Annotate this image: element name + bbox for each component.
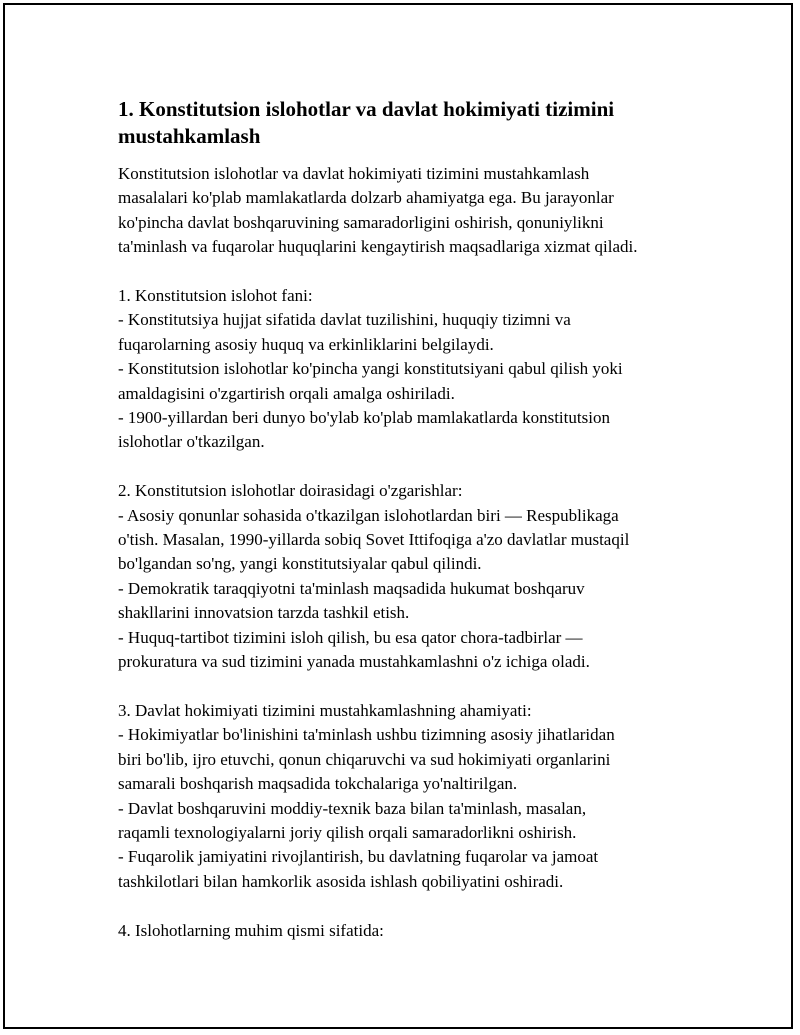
section-1	[118, 284, 698, 455]
list-item: - 1900-yillardan beri dunyo bo'ylab ko'plab mamlakatlarda konstitutsion islohotlar o'tkazilgan.	[118, 408, 610, 452]
list-item: - Fuqarolik jamiyatini rivojlantirish, bu davlatning fuqarolar va jamoat tashkilotlari bilan hamkorlik asosida ishlash qobiliyatini oshiradi.	[118, 847, 599, 891]
list-item: - Konstitutsiya hujjat sifatida davlat tuzilishini, huquqiy tizimni va fuqarolarning asosiy huquq va erkinliklarini belgilaydi.	[118, 310, 571, 354]
list-item: - Demokratik taraqqiyotni ta'minlash maqsadida hukumat boshqaruv shakllarini innovatsion tarzda tashkil etish.	[118, 578, 585, 623]
section-2	[118, 479, 698, 674]
section-heading: 2. Konstitutsion islohotlar doirasidagi o'zgarishlar:	[118, 481, 463, 501]
list-item: - Asosiy qonunlar sohasida o'tkazilgan islohotlardan biri — Respublikaga o'tish. Masalan, 1990-yillarda sobiq Sovet Ittifoqiga a'zo davlatlar mustaqil bo'lgandan so'ng, yangi konstitutsiyalar qabul qilindi.	[118, 505, 630, 574]
section-3	[118, 699, 698, 894]
section-4	[118, 919, 698, 943]
section-heading: 3. Davlat hokimiyati tizimini mustahkamlashning ahamiyati:	[118, 700, 532, 720]
list-item: - Huquq-tartibot tizimini isloh qilish, bu esa qator chora-tadbirlar — prokuratura va sud tizimini yanada mustahkamlashni o'z ichiga oladi.	[118, 627, 590, 672]
list-item: - Hokimiyatlar bo'linishini ta'minlash ushbu tizimning asosiy jihatlaridan biri bo'lib, ijro etuvchi, qonun chiqaruvchi va sud hokimiyati organlarini samarali boshqarish maqsadida tokchalariga yo'naltirilgan.	[118, 725, 615, 794]
section-heading: 4. Islohotlarning muhim qismi sifatida:	[118, 920, 384, 940]
section-heading: 1. Konstitutsion islohot fani:	[118, 286, 313, 306]
list-item: - Konstitutsion islohotlar ko'pincha yangi konstitutsiyani qabul qilish yoki amaldagisini o'zgartirish orqali amalga oshiriladi.	[118, 359, 623, 403]
document-title: 1. Konstitutsion islohotlar va davlat hokimiyati tizimini mustahkamlash	[118, 97, 615, 148]
document-body	[118, 96, 698, 967]
intro-paragraph: Konstitutsion islohotlar va davlat hokimiyati tizimini mustahkamlash masalalari ko'plab mamlakatlarda dolzarb ahamiyatga ega. Bu jarayonlar ko'pincha davlat boshqaruvining samaradorligini oshirish, qonuniylikni ta'minlash va fuqarolar huquqlarini kengaytirish maqsadlariga xizmat qiladi.	[118, 164, 638, 257]
list-item: - Davlat boshqaruvini moddiy-texnik baza bilan ta'minlash, masalan, raqamli texnologiyalarni joriy qilish orqali samaradorlikni oshirish.	[118, 798, 587, 842]
